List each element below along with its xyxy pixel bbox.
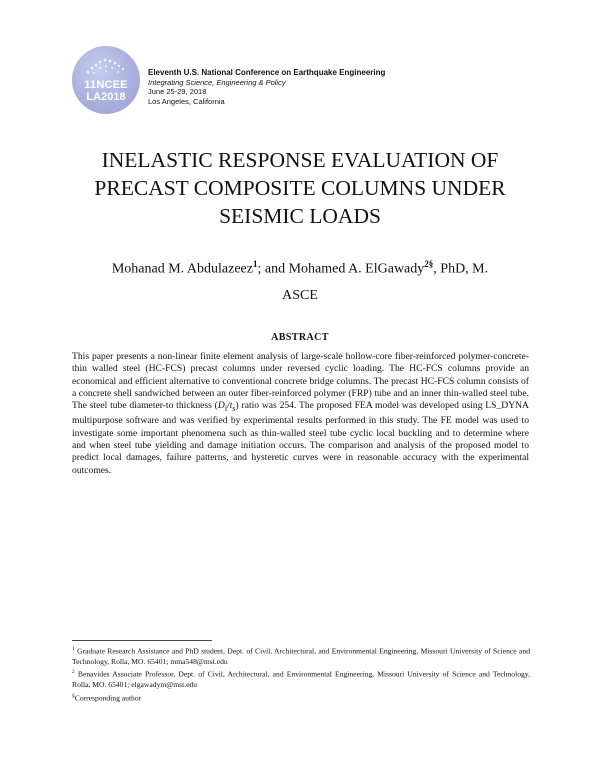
- conference-logo: [72, 46, 140, 114]
- title-line: SEISMIC LOADS: [219, 204, 381, 228]
- abstract-text: ) ratio was 254. The proposed FEA model was developed using LS_DYNA multipurpose software and was verified by experimental results performed in this study. The FE model was used to investigate some important phenomena such as thin-walled steel tube cyclic local buckling and to determine where and when steel tube yielding and damage initiation occurs. The comparison and analysis of the proposed model to predict local damages, failure patterns, and hysteretic curves were in reasonable accuracy with the experimental outcomes.: [72, 400, 529, 476]
- author-list: [40, 251, 560, 309]
- footnote-mark: §: [72, 692, 75, 699]
- ratio-subscript: s: [232, 404, 236, 414]
- author-line-1: [40, 251, 560, 283]
- conference-subtitle: Integrating Science, Engineering & Policy: [148, 77, 286, 87]
- abstract-text: This paper presents a non-linear finite element analysis of large-scale hollow-core fiber-reinforced polymer-concrete-thin walled steel (HC-FCS) precast columns under reversed cyclic loading. The HC-FCS columns provide an economical and efficient alternative to conventional concrete bridge columns. The precast HC-FCS column consists of a concrete shell sandwiched between an outer fiber-reinforced polymer (FRP) tube and an inner thin-walled steel tube. The steel tube diameter-to thickness (: [72, 351, 529, 412]
- footnote-mark: 1: [72, 646, 75, 652]
- ratio-symbol: /t: [227, 400, 233, 412]
- author-line-2: ASCE: [282, 287, 318, 303]
- conference-location: Los Angeles, California: [148, 96, 225, 106]
- affiliation-mark: 2§: [424, 259, 434, 269]
- title-line: PRECAST COMPOSITE COLUMNS UNDER: [94, 176, 506, 200]
- conference-dates: June 25-29, 2018: [148, 87, 207, 97]
- logo-text-la2018: LA2018: [86, 91, 126, 103]
- footnote: [72, 691, 530, 704]
- author-name: Mohamed A. ElGawady: [288, 261, 425, 277]
- footnote-mark: 2: [72, 669, 75, 676]
- affiliation-mark: 1: [252, 259, 258, 269]
- footnote-divider: [72, 640, 212, 641]
- footnote-text: Benavides Associate Professor, Dept. of Civil, Architectural, and Environmental Engineering, Missouri University of Science and Technology, Rolla, MO. 65401; elgawadym@mst.edu: [72, 669, 530, 690]
- conference-info: [148, 68, 385, 106]
- conference-name: Eleventh U.S. National Conference on Earthquake Engineering: [148, 68, 386, 77]
- footnote-text: Corresponding author: [74, 693, 142, 703]
- abstract-body: [72, 351, 529, 477]
- logo-dots-graphic: [80, 54, 132, 76]
- abstract-heading: ABSTRACT: [271, 332, 329, 343]
- author-separator: ; and: [257, 261, 289, 277]
- author-credentials: , PhD, M.: [433, 261, 489, 277]
- author-name: Mohanad M. Abdulazeez: [111, 261, 253, 277]
- ratio-symbol: D: [217, 400, 225, 412]
- title-line: INELASTIC RESPONSE EVALUATION OF: [101, 148, 499, 172]
- footnote-text: Graduate Research Assistance and PhD student, Dept. of Civil, Architectural, and Environmental Engineering, Missouri University of Science and Technology, Rolla, MO. 65401; mma548@mst.edu: [72, 646, 530, 666]
- footnote: [72, 644, 530, 667]
- paper-title: [40, 146, 560, 230]
- ratio-subscript: i: [224, 404, 228, 414]
- logo-text-11ncee: 11NCEE: [84, 79, 128, 91]
- footnote: [72, 667, 530, 690]
- footnotes: [72, 644, 530, 704]
